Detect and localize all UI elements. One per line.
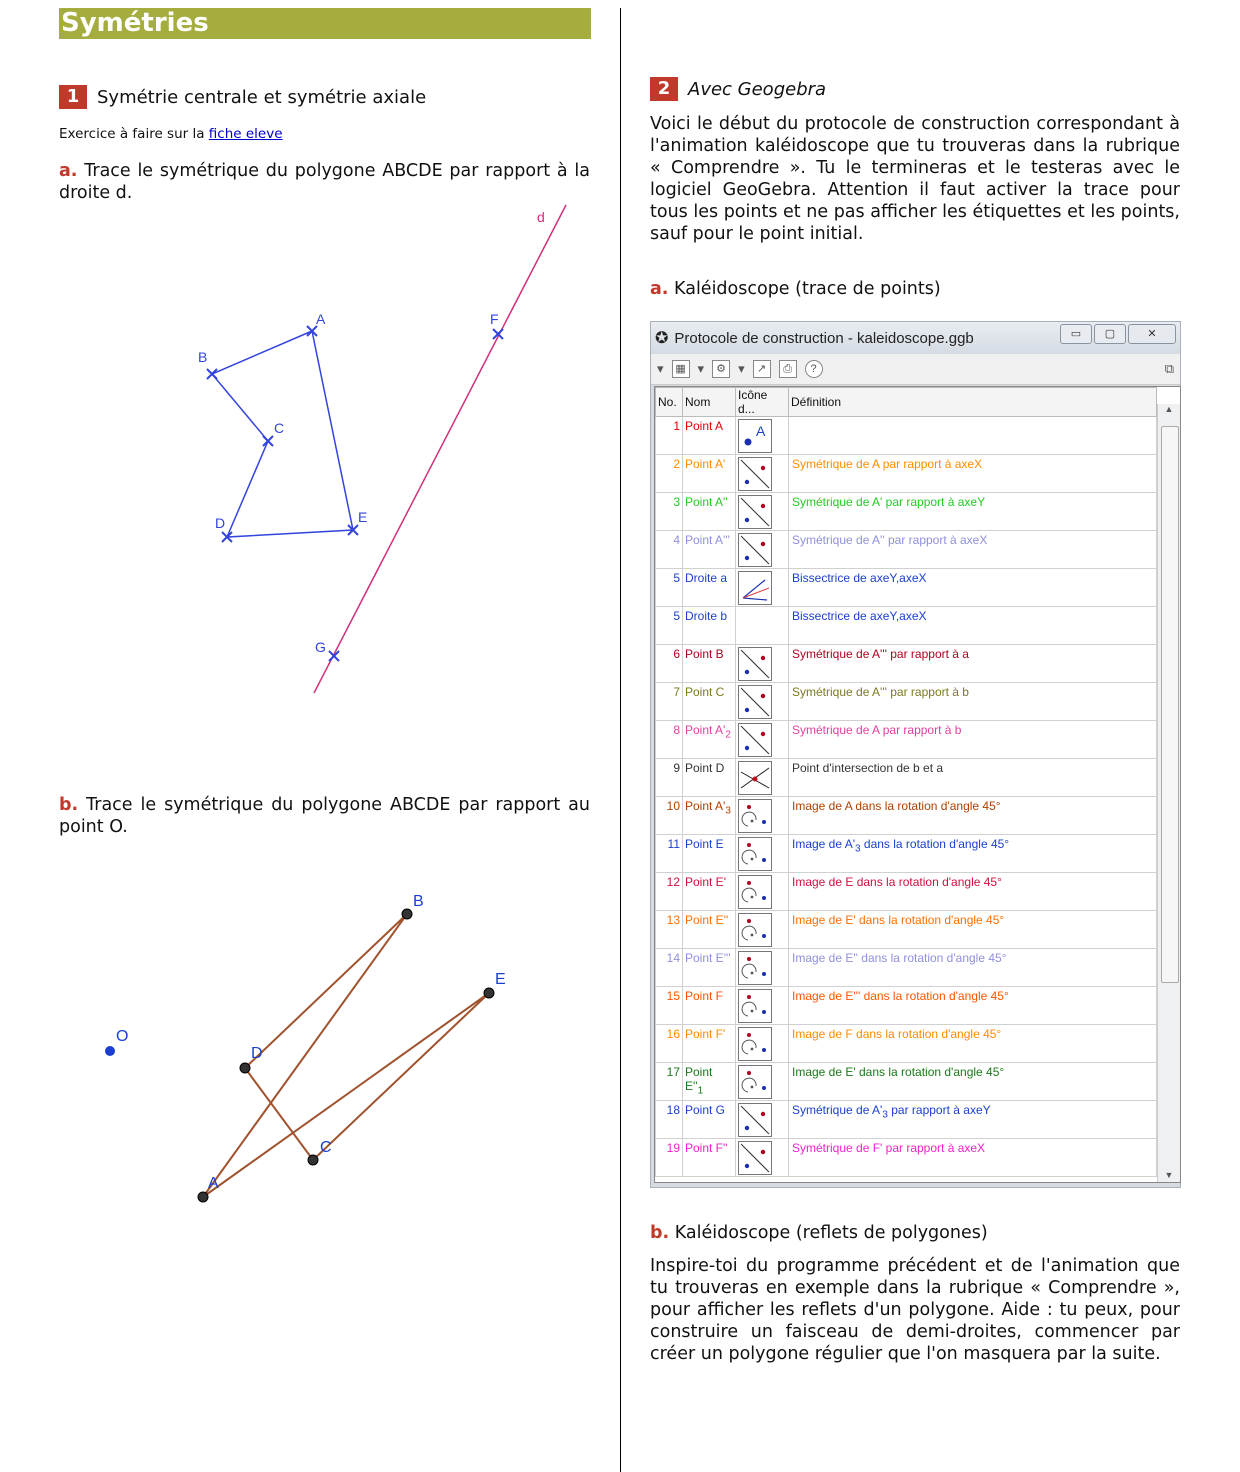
row-name: Point E''' [683, 949, 736, 987]
menu-arrow-icon[interactable]: ▾ [657, 361, 664, 376]
table-row[interactable] [656, 797, 1157, 835]
col-icone[interactable]: Icône d... [736, 388, 789, 417]
row-tool-icon [736, 759, 789, 797]
row-number: 12 [656, 873, 683, 911]
row-number: 1 [656, 417, 683, 455]
exercise-1b-text [59, 794, 590, 838]
point-A [198, 1192, 208, 1202]
table-row[interactable] [656, 949, 1157, 987]
row-number: 14 [656, 949, 683, 987]
page-title: Symétries [59, 8, 591, 39]
part-a-instruction: Trace le symétrique du polygone ABCDE par rapport à la droite d. [59, 161, 590, 203]
label-bB: B [413, 893, 424, 910]
exercise-2-heading [650, 77, 826, 101]
row-name: Point F [683, 987, 736, 1025]
row-definition: Symétrique de A''' par rapport à b [789, 683, 1157, 721]
scrollbar[interactable] [1157, 404, 1180, 1182]
row-number: 18 [656, 1101, 683, 1139]
row-tool-icon [736, 835, 789, 873]
exercise-1-title: Symétrie centrale et symétrie axiale [97, 86, 427, 108]
part-2b-title: Kaléidoscope (reflets de polygones) [674, 1223, 988, 1243]
row-tool-icon [736, 417, 789, 455]
options-icon[interactable]: ⚙ [712, 360, 730, 378]
row-name: Point E'' [683, 911, 736, 949]
row-number: 3 [656, 493, 683, 531]
table-row[interactable] [656, 455, 1157, 493]
table-row[interactable] [656, 1139, 1157, 1177]
point-E [484, 988, 494, 998]
row-number: 17 [656, 1063, 683, 1101]
row-tool-icon [736, 493, 789, 531]
row-number: 15 [656, 987, 683, 1025]
row-number: 4 [656, 531, 683, 569]
svg-text:A: A [756, 423, 766, 439]
table-row[interactable] [656, 911, 1157, 949]
table-row[interactable] [656, 417, 1157, 455]
exercise-2-title: Avec Geogebra [688, 78, 827, 100]
row-tool-icon [736, 455, 789, 493]
part-b-instruction: Trace le symétrique du polygone ABCDE par rapport au point O. [59, 795, 590, 837]
columns-icon[interactable]: ▦ [672, 360, 690, 378]
row-definition: Image de A dans la rotation d'angle 45° [789, 797, 1157, 835]
table-row[interactable] [656, 645, 1157, 683]
row-name: Point E' [683, 873, 736, 911]
col-definition[interactable]: Définition [789, 388, 1157, 417]
row-definition: Symétrique de $A'_3$ par rapport à axeY [789, 1101, 1157, 1139]
exercise-2b-body: Inspire-toi du programme précédent et de l'animation que tu trouveras en exemple dans la rubrique « Comprendre », pour afficher les reflets d'un polygone. Aide : tu peux, pour construire un faisceau de demi-droites, commencer par créer un polygone régulier que l'on masquera par la suite. [650, 1256, 1180, 1364]
part-2a-letter: a. [650, 279, 669, 299]
part-b-letter: b. [59, 795, 79, 815]
fiche-eleve-link[interactable]: fiche eleve [208, 126, 283, 142]
table-row[interactable] [656, 1101, 1157, 1139]
row-definition: Symétrique de A' par rapport à axeY [789, 493, 1157, 531]
row-tool-icon [736, 721, 789, 759]
row-definition: Image de E''' dans la rotation d'angle 45° [789, 987, 1157, 1025]
col-nom[interactable]: Nom [683, 388, 736, 417]
row-number: 16 [656, 1025, 683, 1063]
point-D [240, 1063, 250, 1073]
col-no[interactable]: No. [656, 388, 683, 417]
table-header [656, 388, 1157, 417]
table-row[interactable] [656, 569, 1157, 607]
row-name: Point F' [683, 1025, 736, 1063]
protocol-table [654, 386, 1181, 1183]
minimize-button[interactable]: ▭ [1060, 324, 1092, 344]
row-name: Point D [683, 759, 736, 797]
row-number: 7 [656, 683, 683, 721]
dropdown-icon-2[interactable]: ▾ [738, 361, 745, 376]
label-bD: D [251, 1045, 263, 1062]
window-toolbar [651, 354, 1180, 385]
row-definition: Symétrique de A'' par rapport à axeX [789, 531, 1157, 569]
row-tool-icon [736, 607, 789, 645]
row-definition: Image de $A'_3$ dans la rotation d'angle 45° [789, 835, 1157, 873]
row-tool-icon [736, 1139, 789, 1177]
row-number: 8 [656, 721, 683, 759]
label-O: O [116, 1028, 129, 1045]
table-row[interactable] [656, 835, 1157, 873]
table-row[interactable] [656, 493, 1157, 531]
dropdown-icon[interactable]: ▾ [697, 361, 705, 376]
part-2a-title: Kaléidoscope (trace de points) [674, 279, 941, 299]
row-name: Point A''' [683, 531, 736, 569]
label-F: F [490, 311, 499, 327]
row-tool-icon [736, 949, 789, 987]
label-G: G [315, 639, 326, 655]
point-B [402, 909, 412, 919]
exercise-2a-text [650, 278, 1180, 300]
part-a-letter: a. [59, 161, 78, 181]
label-bE: E [495, 971, 506, 988]
svg-text:d: d [537, 209, 545, 225]
row-name: Droite b [683, 607, 736, 645]
row-tool-icon [736, 1025, 789, 1063]
row-definition: Symétrique de A''' par rapport à a [789, 645, 1157, 683]
row-definition: Bissectrice de axeY,axeX [789, 569, 1157, 607]
row-tool-icon [736, 797, 789, 835]
table-row[interactable] [656, 873, 1157, 911]
label-bA: A [208, 1175, 219, 1192]
row-tool-icon [736, 873, 789, 911]
row-number: 9 [656, 759, 683, 797]
label-C: C [274, 420, 285, 436]
scroll-thumb[interactable] [1161, 426, 1179, 983]
row-tool-icon [736, 1063, 789, 1101]
window-titlebar [651, 322, 1180, 354]
label-A: A [316, 311, 326, 327]
export-icon[interactable]: ↗ [753, 360, 771, 378]
label-B: B [198, 349, 208, 365]
row-tool-icon [736, 683, 789, 721]
print-icon[interactable]: ⎙ [779, 360, 797, 378]
row-name: Point A [683, 417, 736, 455]
line-d [314, 205, 566, 693]
row-name: Point C [683, 683, 736, 721]
row-definition: Image de E'' dans la rotation d'angle 45° [789, 949, 1157, 987]
row-tool-icon [736, 911, 789, 949]
point-O [105, 1046, 115, 1056]
row-name: Point E [683, 835, 736, 873]
row-definition: Point d'intersection de b et a [789, 759, 1157, 797]
row-number: 6 [656, 645, 683, 683]
exercise-1-number: 1 [59, 85, 87, 109]
label-D: D [215, 515, 226, 531]
construction-protocol-window [650, 321, 1181, 1188]
row-number: 11 [656, 835, 683, 873]
row-definition: Image de E dans la rotation d'angle 45° [789, 873, 1157, 911]
row-name: Point $E''_1$ [683, 1063, 736, 1101]
row-tool-icon [736, 569, 789, 607]
row-tool-icon [736, 531, 789, 569]
scroll-up-icon[interactable]: ▲ [1164, 404, 1174, 414]
row-definition: Image de E' dans la rotation d'angle 45° [789, 1063, 1157, 1101]
geogebra-icon: ✪ [655, 330, 669, 347]
row-number: 2 [656, 455, 683, 493]
table-row[interactable] [656, 1063, 1157, 1101]
row-name: Point $A'_2$ [683, 721, 736, 759]
row-definition: Bissectrice de axeY,axeX [789, 607, 1157, 645]
row-name: Point F'' [683, 1139, 736, 1177]
label-bC: C [320, 1139, 332, 1156]
label-E: E [358, 509, 368, 525]
row-number: 10 [656, 797, 683, 835]
row-definition: Image de E' dans la rotation d'angle 45° [789, 911, 1157, 949]
row-definition: Symétrique de A par rapport à axeX [789, 455, 1157, 493]
close-button[interactable]: ✕ [1128, 324, 1176, 344]
row-tool-icon [736, 1101, 789, 1139]
row-tool-icon [736, 645, 789, 683]
help-icon[interactable]: ? [805, 360, 823, 378]
row-number: 13 [656, 911, 683, 949]
row-definition: Symétrique de A par rapport à b [789, 721, 1157, 759]
row-definition [789, 417, 1157, 455]
row-name: Point B [683, 645, 736, 683]
row-name: Point $A'_3$ [683, 797, 736, 835]
column-divider [620, 8, 621, 1472]
table-row[interactable] [656, 987, 1157, 1025]
row-name: Point A'' [683, 493, 736, 531]
exercise-2b-text [650, 1222, 1180, 1244]
row-name: Droite a [683, 569, 736, 607]
row-tool-icon [736, 987, 789, 1025]
table-row[interactable] [656, 759, 1157, 797]
table-row[interactable] [656, 721, 1157, 759]
part-2b-letter: b. [650, 1223, 670, 1243]
exercise-2-intro: Voici le début du protocole de construction correspondant à l'animation kaléidoscope que tu trouveras dans la rubrique « Comprendre ». Tu le termineras et le testeras avec le logiciel GeoGebra. Attention il faut activer la trace pour tous les points et ne pas afficher les étiquettes et les points, sauf pour le point initial. [650, 114, 1180, 244]
note-text: Exercice à faire sur la [59, 126, 209, 142]
row-name: Point A' [683, 455, 736, 493]
figure-central-symmetry [105, 893, 506, 1202]
scroll-down-icon[interactable]: ▼ [1164, 1170, 1174, 1180]
row-definition: Image de F dans la rotation d'angle 45° [789, 1025, 1157, 1063]
row-number: 5 [656, 607, 683, 645]
exercise-2-number: 2 [650, 77, 678, 101]
table-row[interactable] [656, 607, 1157, 645]
table-row[interactable] [656, 531, 1157, 569]
detach-icon[interactable]: ⧉ [1164, 361, 1174, 376]
point-C [308, 1155, 318, 1165]
maximize-button[interactable]: ▢ [1094, 324, 1126, 344]
row-number: 5 [656, 569, 683, 607]
window-title: Protocole de construction - kaleidoscope.ggb [674, 329, 974, 347]
row-definition: Symétrique de F' par rapport à axeX [789, 1139, 1157, 1177]
row-number: 19 [656, 1139, 683, 1177]
table-row[interactable] [656, 683, 1157, 721]
row-name: Point G [683, 1101, 736, 1139]
table-row[interactable] [656, 1025, 1157, 1063]
point-marks-a [207, 326, 503, 661]
